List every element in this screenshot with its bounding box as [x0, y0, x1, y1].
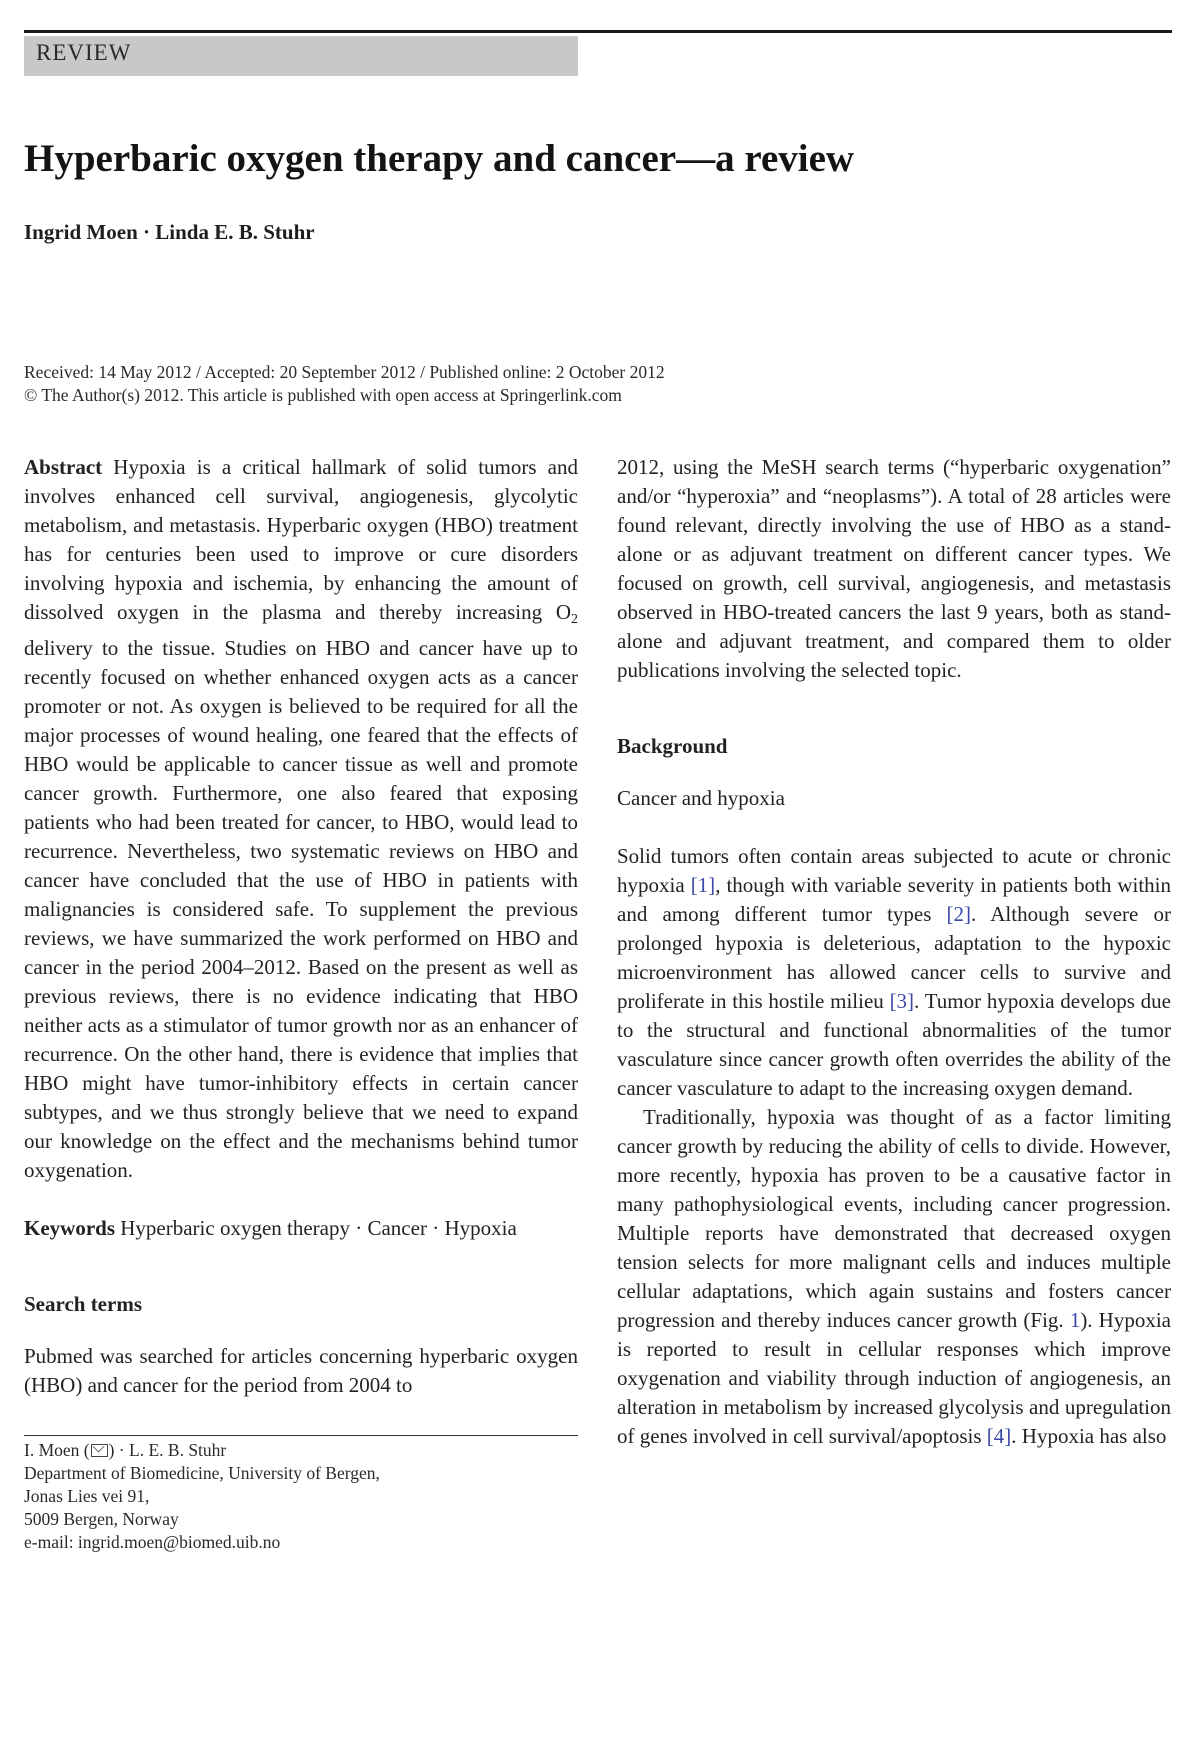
envelope-icon[interactable] [91, 1444, 108, 1457]
header-rule [24, 30, 1172, 33]
copyright-line: © The Author(s) 2012. This article is published with open access at Springerlink.com [24, 385, 622, 405]
footnote-author-suffix: ) · L. E. B. Stuhr [108, 1440, 227, 1460]
background-heading: Background [617, 734, 728, 758]
figure-link[interactable]: 1 [1069, 1308, 1081, 1332]
publication-dates [24, 361, 665, 407]
abstract [24, 453, 578, 1185]
right-column [617, 453, 1171, 1451]
footnote-author-prefix: I. Moen ( [24, 1440, 90, 1460]
background-paragraph-1 [617, 842, 1171, 1103]
text-span: , though with variable severity in patients both within and among different tumor types [617, 873, 1172, 926]
dates-line: Received: 14 May 2012 / Accepted: 20 September 2012 / Published online: 2 October 2012 [24, 362, 665, 382]
text-span: ). Hypoxia is reported to result in cellular responses which improve oxygenation and viability through induction of angiogenesis, an alteration in metabolism by increased glycolysis and upregulation of genes involved in cell survival/apoptosis [617, 1308, 1171, 1448]
footnote-city: 5009 Bergen, Norway [24, 1509, 179, 1529]
text-span: . Tumor hypoxia develops due to the structural and functional abnormalities of the tumor vasculature since cancer growth often overrides the ability of the cancer vasculature to adapt to the increasing oxygen demand. [617, 989, 1171, 1100]
search-terms-heading: Search terms [24, 1292, 142, 1316]
text-span: Traditionally, hypoxia was thought of as a factor limiting cancer growth by reducing the ability of cells to divide. However, more recently, hypoxia has proven to be a causative factor in many pathophysiological events, including cancer progression. Multiple reports have demonstrated that decreased oxygen tension selects for more malignant cells and induces multiple cellular adaptations, which again sustains and fosters cancer progression and thereby induces cancer growth (Fig. [617, 1105, 1171, 1332]
author-separator: · [143, 220, 151, 244]
abstract-text-cont: delivery to the tissue. Studies on HBO and cancer have up to recently focused on whether enhanced oxygen acts as a cancer promoter or not. As oxygen is believed to be required for all the major processes of wound healing, one feared that the effects of HBO would be applicable to cancer tissue as well and promote cancer growth. Furthermore, one also feared that exposing patients who had been treated for cancer, to HBO, would lead to recurrence. Nevertheless, two systematic reviews on HBO and cancer have concluded that the use of HBO in patients with malignancies is considered safe. To supplement the previous reviews, we have summarized the work performed on HBO and cancer in the period 2004–2012. Based on the present as well as previous reviews, there is no evidence indicating that HBO neither acts as a stimulator of tumor growth nor as an enhancer of recurrence. On the other hand, there is evidence that implies that HBO might have tumor-inhibitory effects in certain cancer subtypes, and we thus strongly believe that we need to expand our knowledge on the effect and the mechanisms behind tumor oxygenation. [24, 636, 578, 1182]
author-name[interactable]: Linda E. B. Stuhr [155, 220, 315, 244]
left-column [24, 453, 578, 1400]
keywords-text: Hyperbaric oxygen therapy · Cancer · Hypoxia [120, 1216, 517, 1240]
search-terms-text: Pubmed was searched for articles concerning hyperbaric oxygen (HBO) and cancer for the period from 2004 to [24, 1344, 578, 1397]
footnote-email[interactable]: e-mail: ingrid.moen@biomed.uib.no [24, 1532, 281, 1552]
background-paragraph-2 [617, 1103, 1171, 1451]
text-span: Solid tumors often contain areas subjected to acute or chronic hypoxia [617, 844, 1171, 897]
citation-link[interactable]: [2] [946, 902, 972, 926]
citation-link[interactable]: [3] [889, 989, 915, 1013]
abstract-heading: Abstract [24, 455, 103, 479]
search-terms-text-cont: 2012, using the MeSH search terms (“hyperbaric oxygenation” and/or “hyperoxia” and “neoplasms”). A total of 28 articles were found relevant, directly involving the use of HBO as a stand-alone or as adjuvant treatment on different cancer types. We focused on growth, cell survival, angiogenesis, and metastasis observed in HBO-treated cancers the last 9 years, both as stand-alone and adjuvant treatment, and compared them to older publications involving the selected topic. [617, 455, 1171, 682]
text-span: . Although severe or prolonged hypoxia is deleterious, adaptation to the hypoxic microenvironment has allowed cancer cells to survive and proliferate in this hostile milieu [617, 902, 1171, 1013]
citation-link[interactable]: [4] [986, 1424, 1012, 1448]
author-affiliation-footnote [24, 1439, 380, 1554]
author-list [24, 220, 315, 245]
footnote-street: Jonas Lies vei 91, [24, 1486, 150, 1506]
author-name[interactable]: Ingrid Moen [24, 220, 138, 244]
keywords-heading: Keywords [24, 1216, 115, 1240]
text-span: . Hypoxia has also [1011, 1424, 1167, 1448]
article-title: Hyperbaric oxygen therapy and cancer—a review [24, 137, 855, 180]
cancer-hypoxia-subheading: Cancer and hypoxia [617, 786, 785, 810]
footnote-authors [24, 1439, 380, 1462]
section-label: REVIEW [24, 36, 578, 76]
footnote-rule [24, 1435, 578, 1436]
footnote-department: Department of Biomedicine, University of Bergen, [24, 1463, 380, 1483]
keywords [24, 1214, 578, 1243]
o2-subscript: 2 [571, 612, 578, 627]
citation-link[interactable]: [1] [690, 873, 716, 897]
abstract-text: Hypoxia is a critical hallmark of solid tumors and involves enhanced cell survival, angiogenesis, glycolytic metabolism, and metastasis. Hyperbaric oxygen (HBO) treatment has for centuries been used to improve or cure disorders involving hypoxia and ischemia, by enhancing the amount of dissolved oxygen in the plasma and thereby increasing O [24, 455, 578, 624]
